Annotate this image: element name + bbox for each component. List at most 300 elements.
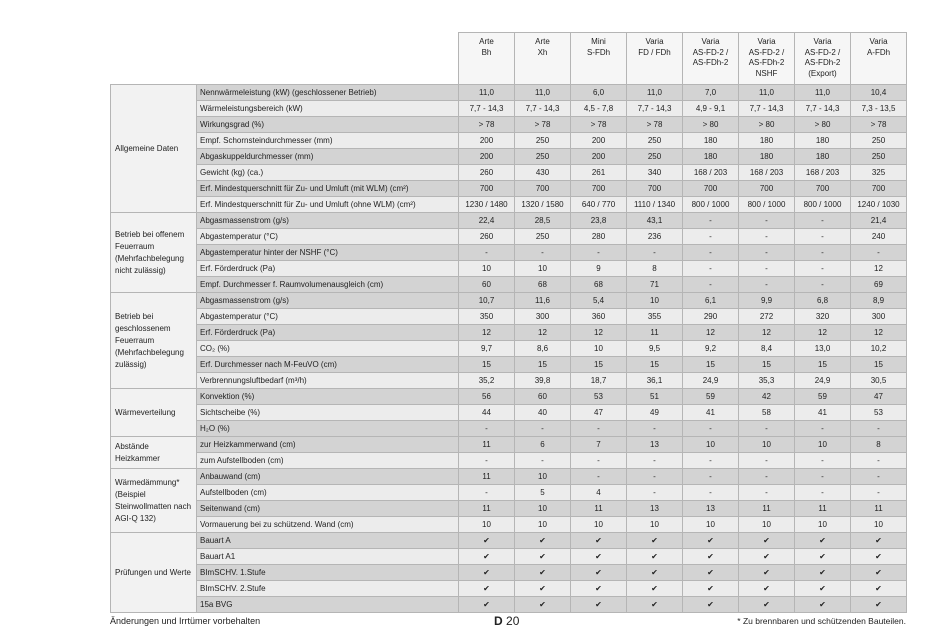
value-cell: - [683, 421, 739, 437]
value-cell: 700 [627, 181, 683, 197]
row-label: Bauart A1 [197, 549, 459, 565]
value-cell: - [739, 261, 795, 277]
column-header: Arte Bh [459, 33, 515, 85]
table-row [111, 373, 907, 389]
table-row [111, 501, 907, 517]
value-cell: - [851, 245, 907, 261]
value-cell: - [571, 245, 627, 261]
value-cell: ✔ [459, 581, 515, 597]
value-cell: ✔ [515, 549, 571, 565]
value-cell: 35,2 [459, 373, 515, 389]
value-cell: 12 [683, 325, 739, 341]
value-cell: 7,7 - 14,3 [459, 101, 515, 117]
value-cell: 41 [795, 405, 851, 421]
value-cell: - [459, 245, 515, 261]
value-cell: - [459, 453, 515, 469]
value-cell: 10 [627, 293, 683, 309]
value-cell: 10,2 [851, 341, 907, 357]
group-label: Prüfungen und Werte [111, 533, 197, 613]
value-cell: - [627, 453, 683, 469]
table-row [111, 533, 907, 549]
value-cell: 1230 / 1480 [459, 197, 515, 213]
row-label: zur Heizkammerwand (cm) [197, 437, 459, 453]
value-cell: ✔ [851, 565, 907, 581]
column-header: Varia FD / FDh [627, 33, 683, 85]
table-row [111, 565, 907, 581]
value-cell: 8,6 [515, 341, 571, 357]
row-label: Vormauerung bei zu schützend. Wand (cm) [197, 517, 459, 533]
value-cell: ✔ [515, 533, 571, 549]
value-cell: 15 [571, 357, 627, 373]
value-cell: 8 [851, 437, 907, 453]
value-cell: 290 [683, 309, 739, 325]
value-cell: 10,7 [459, 293, 515, 309]
value-cell: - [795, 485, 851, 501]
value-cell: 11,0 [739, 85, 795, 101]
value-cell: 12 [851, 261, 907, 277]
value-cell: - [795, 213, 851, 229]
value-cell: 10 [571, 341, 627, 357]
value-cell: - [571, 469, 627, 485]
value-cell: 200 [459, 149, 515, 165]
value-cell: 13 [683, 501, 739, 517]
page-letter: D [494, 614, 503, 628]
value-cell: 9,5 [627, 341, 683, 357]
value-cell: > 78 [515, 117, 571, 133]
row-label: Gewicht (kg) (ca.) [197, 165, 459, 181]
value-cell: 200 [571, 149, 627, 165]
value-cell: 41 [683, 405, 739, 421]
row-label: H₂O (%) [197, 421, 459, 437]
value-cell: 640 / 770 [571, 197, 627, 213]
value-cell: 340 [627, 165, 683, 181]
table-row [111, 389, 907, 405]
value-cell: - [515, 245, 571, 261]
value-cell: 9,9 [739, 293, 795, 309]
table-row [111, 293, 907, 309]
row-label: Konvektion (%) [197, 389, 459, 405]
group-label: Allgemeine Daten [111, 85, 197, 213]
value-cell: 6,8 [795, 293, 851, 309]
row-label: Wärmeleistungsbereich (kW) [197, 101, 459, 117]
value-cell: 24,9 [795, 373, 851, 389]
value-cell: ✔ [571, 581, 627, 597]
row-label: BImSCHV. 1.Stufe [197, 565, 459, 581]
value-cell: - [851, 485, 907, 501]
value-cell: ✔ [851, 597, 907, 613]
table-row [111, 181, 907, 197]
row-label: Seitenwand (cm) [197, 501, 459, 517]
value-cell: 260 [459, 165, 515, 181]
page-number-value: 20 [506, 614, 520, 628]
value-cell: 8,9 [851, 293, 907, 309]
value-cell: 15 [795, 357, 851, 373]
value-cell: ✔ [795, 597, 851, 613]
value-cell: 320 [795, 309, 851, 325]
value-cell: 47 [571, 405, 627, 421]
value-cell: - [795, 245, 851, 261]
value-cell: 325 [851, 165, 907, 181]
value-cell: 21,4 [851, 213, 907, 229]
value-cell: 10 [851, 517, 907, 533]
value-cell: 236 [627, 229, 683, 245]
table-row [111, 325, 907, 341]
value-cell: 56 [459, 389, 515, 405]
value-cell: 13 [627, 437, 683, 453]
value-cell: 200 [459, 133, 515, 149]
value-cell: - [571, 421, 627, 437]
table-body [111, 85, 907, 613]
value-cell: ✔ [683, 597, 739, 613]
row-label: Empf. Durchmesser f. Raumvolumenausgleich (cm) [197, 277, 459, 293]
value-cell: 13,0 [795, 341, 851, 357]
row-label: zum Aufstellboden (cm) [197, 453, 459, 469]
value-cell: ✔ [515, 597, 571, 613]
value-cell: > 78 [571, 117, 627, 133]
value-cell: ✔ [739, 581, 795, 597]
value-cell: ✔ [795, 565, 851, 581]
value-cell: 69 [851, 277, 907, 293]
value-cell: 11 [851, 501, 907, 517]
value-cell: 11,0 [627, 85, 683, 101]
value-cell: 10 [683, 437, 739, 453]
value-cell: 700 [739, 181, 795, 197]
value-cell: ✔ [627, 581, 683, 597]
value-cell: 700 [571, 181, 627, 197]
value-cell: 59 [795, 389, 851, 405]
row-label: CO₂ (%) [197, 341, 459, 357]
value-cell: 4,9 - 9,1 [683, 101, 739, 117]
column-header: Mini S-FDh [571, 33, 627, 85]
value-cell: - [627, 469, 683, 485]
column-header: Arte Xh [515, 33, 571, 85]
row-label: Abgasmassenstrom (g/s) [197, 213, 459, 229]
value-cell: 7,0 [683, 85, 739, 101]
row-label: Erf. Mindestquerschnitt für Zu- und Umluft (ohne WLM) (cm²) [197, 197, 459, 213]
value-cell: 11 [459, 501, 515, 517]
value-cell: 9,7 [459, 341, 515, 357]
value-cell: 300 [851, 309, 907, 325]
table-row [111, 117, 907, 133]
value-cell: 10 [795, 517, 851, 533]
value-cell: 22,4 [459, 213, 515, 229]
value-cell: 250 [627, 133, 683, 149]
value-cell: - [739, 469, 795, 485]
value-cell: 12 [571, 325, 627, 341]
value-cell: 60 [515, 389, 571, 405]
value-cell: ✔ [515, 565, 571, 581]
value-cell: 5,4 [571, 293, 627, 309]
value-cell: ✔ [739, 597, 795, 613]
value-cell: 250 [515, 133, 571, 149]
value-cell: 10 [683, 517, 739, 533]
row-label: BImSCHV. 2.Stufe [197, 581, 459, 597]
value-cell: - [459, 485, 515, 501]
value-cell: 300 [515, 309, 571, 325]
value-cell: - [627, 421, 683, 437]
value-cell: 10 [515, 261, 571, 277]
value-cell: 15 [515, 357, 571, 373]
value-cell: 800 / 1000 [739, 197, 795, 213]
value-cell: 700 [851, 181, 907, 197]
value-cell: 12 [459, 325, 515, 341]
value-cell: ✔ [459, 565, 515, 581]
table-row [111, 517, 907, 533]
value-cell: 240 [851, 229, 907, 245]
value-cell: > 80 [683, 117, 739, 133]
value-cell: - [683, 213, 739, 229]
table-row [111, 469, 907, 485]
value-cell: > 80 [795, 117, 851, 133]
value-cell: - [627, 485, 683, 501]
value-cell: 42 [739, 389, 795, 405]
row-label: Verbrennungsluftbedarf (m³/h) [197, 373, 459, 389]
value-cell: - [739, 421, 795, 437]
value-cell: 11,0 [515, 85, 571, 101]
value-cell: 261 [571, 165, 627, 181]
value-cell: 200 [571, 133, 627, 149]
value-cell: 10 [571, 517, 627, 533]
column-header: Varia A-FDh [851, 33, 907, 85]
value-cell: 68 [515, 277, 571, 293]
value-cell: 6,1 [683, 293, 739, 309]
value-cell: ✔ [459, 533, 515, 549]
value-cell: 8 [627, 261, 683, 277]
value-cell: - [683, 469, 739, 485]
value-cell: 71 [627, 277, 683, 293]
value-cell: 430 [515, 165, 571, 181]
group-label: Abstände Heizkammer [111, 437, 197, 469]
value-cell: 10 [515, 469, 571, 485]
value-cell: ✔ [795, 581, 851, 597]
value-cell: 10 [795, 437, 851, 453]
row-label: Nennwärmeleistung (kW) (geschlossener Betrieb) [197, 85, 459, 101]
value-cell: 5 [515, 485, 571, 501]
value-cell: 7,7 - 14,3 [739, 101, 795, 117]
table-row [111, 549, 907, 565]
value-cell: 11,0 [795, 85, 851, 101]
row-label: Bauart A [197, 533, 459, 549]
value-cell: > 80 [739, 117, 795, 133]
value-cell: - [851, 453, 907, 469]
value-cell: 180 [739, 133, 795, 149]
table-row [111, 357, 907, 373]
value-cell: 11 [571, 501, 627, 517]
row-label: Empf. Schornsteindurchmesser (mm) [197, 133, 459, 149]
value-cell: > 78 [851, 117, 907, 133]
value-cell: 168 / 203 [739, 165, 795, 181]
value-cell: 10 [459, 517, 515, 533]
value-cell: 68 [571, 277, 627, 293]
row-label: 15a BVG [197, 597, 459, 613]
value-cell: 280 [571, 229, 627, 245]
value-cell: - [739, 245, 795, 261]
table-row [111, 85, 907, 101]
table-row [111, 277, 907, 293]
value-cell: ✔ [739, 533, 795, 549]
value-cell: 40 [515, 405, 571, 421]
value-cell: 4 [571, 485, 627, 501]
row-label: Anbauwand (cm) [197, 469, 459, 485]
table-row [111, 309, 907, 325]
value-cell: ✔ [571, 533, 627, 549]
value-cell: 59 [683, 389, 739, 405]
value-cell: - [739, 453, 795, 469]
value-cell: 1320 / 1580 [515, 197, 571, 213]
row-label: Abgaskuppeldurchmesser (mm) [197, 149, 459, 165]
row-label: Abgasmassenstrom (g/s) [197, 293, 459, 309]
value-cell: 800 / 1000 [683, 197, 739, 213]
value-cell: 11 [795, 501, 851, 517]
value-cell: 58 [739, 405, 795, 421]
column-header: Varia AS-FD-2 / AS-FDh-2 NSHF [739, 33, 795, 85]
value-cell: 24,9 [683, 373, 739, 389]
value-cell: 350 [459, 309, 515, 325]
value-cell: 11 [459, 469, 515, 485]
row-label: Aufstellboden (cm) [197, 485, 459, 501]
value-cell: 10 [515, 501, 571, 517]
table-row [111, 405, 907, 421]
value-cell: - [683, 453, 739, 469]
group-label: Betrieb bei offenem Feuerraum (Mehrfachbelegung nicht zulässig) [111, 213, 197, 293]
value-cell: 360 [571, 309, 627, 325]
value-cell: 12 [739, 325, 795, 341]
value-cell: 35,3 [739, 373, 795, 389]
value-cell: 700 [459, 181, 515, 197]
value-cell: ✔ [683, 581, 739, 597]
table-row [111, 581, 907, 597]
value-cell: 44 [459, 405, 515, 421]
table-row [111, 437, 907, 453]
value-cell: 10 [739, 517, 795, 533]
value-cell: 28,5 [515, 213, 571, 229]
value-cell: - [739, 485, 795, 501]
value-cell: 13 [627, 501, 683, 517]
value-cell: 250 [851, 149, 907, 165]
value-cell: 9 [571, 261, 627, 277]
table-row [111, 597, 907, 613]
value-cell: 10 [459, 261, 515, 277]
value-cell: 8,4 [739, 341, 795, 357]
column-header-row [111, 33, 907, 85]
value-cell: ✔ [459, 549, 515, 565]
value-cell: 180 [683, 149, 739, 165]
value-cell: ✔ [795, 533, 851, 549]
value-cell: 39,8 [515, 373, 571, 389]
group-label: Wärmeverteilung [111, 389, 197, 437]
value-cell: - [683, 229, 739, 245]
table-row [111, 245, 907, 261]
value-cell: - [515, 453, 571, 469]
row-label: Abgastemperatur (°C) [197, 229, 459, 245]
table-row [111, 149, 907, 165]
page-number [494, 614, 519, 628]
table-row [111, 453, 907, 469]
table-row [111, 229, 907, 245]
table-row [111, 213, 907, 229]
value-cell: 10 [739, 437, 795, 453]
value-cell: ✔ [571, 597, 627, 613]
row-label: Erf. Förderdruck (Pa) [197, 261, 459, 277]
value-cell: - [627, 245, 683, 261]
value-cell: 168 / 203 [683, 165, 739, 181]
value-cell: 260 [459, 229, 515, 245]
table-row [111, 133, 907, 149]
value-cell: - [851, 421, 907, 437]
value-cell: ✔ [683, 565, 739, 581]
value-cell: 15 [851, 357, 907, 373]
value-cell: 250 [515, 149, 571, 165]
value-cell: ✔ [683, 533, 739, 549]
value-cell: 53 [571, 389, 627, 405]
value-cell: 355 [627, 309, 683, 325]
value-cell: ✔ [571, 565, 627, 581]
value-cell: 7,7 - 14,3 [515, 101, 571, 117]
value-cell: - [459, 421, 515, 437]
value-cell: ✔ [515, 581, 571, 597]
value-cell: 23,8 [571, 213, 627, 229]
value-cell: 11,0 [459, 85, 515, 101]
value-cell: 168 / 203 [795, 165, 851, 181]
value-cell: 10,4 [851, 85, 907, 101]
value-cell: - [515, 421, 571, 437]
value-cell: 250 [515, 229, 571, 245]
value-cell: ✔ [627, 565, 683, 581]
value-cell: 272 [739, 309, 795, 325]
value-cell: 7,3 - 13,5 [851, 101, 907, 117]
value-cell: ✔ [459, 597, 515, 613]
value-cell: 700 [683, 181, 739, 197]
value-cell: 180 [795, 149, 851, 165]
value-cell: 53 [851, 405, 907, 421]
value-cell: ✔ [851, 549, 907, 565]
value-cell: ✔ [627, 597, 683, 613]
row-label: Wirkungsgrad (%) [197, 117, 459, 133]
value-cell: ✔ [739, 565, 795, 581]
disclaimer-text: Änderungen und Irrtümer vorbehalten [110, 616, 261, 626]
value-cell: 250 [627, 149, 683, 165]
value-cell: ✔ [851, 533, 907, 549]
table-row [111, 101, 907, 117]
value-cell: 700 [515, 181, 571, 197]
value-cell: 12 [851, 325, 907, 341]
value-cell: 800 / 1000 [795, 197, 851, 213]
value-cell: 36,1 [627, 373, 683, 389]
value-cell: - [795, 469, 851, 485]
value-cell: 30,5 [851, 373, 907, 389]
value-cell: 7,7 - 14,3 [627, 101, 683, 117]
value-cell: 180 [683, 133, 739, 149]
value-cell: 15 [627, 357, 683, 373]
technical-data-table [110, 32, 907, 613]
value-cell: - [683, 245, 739, 261]
value-cell: > 78 [459, 117, 515, 133]
value-cell: 7 [571, 437, 627, 453]
value-cell: 1110 / 1340 [627, 197, 683, 213]
value-cell: 15 [459, 357, 515, 373]
value-cell: > 78 [627, 117, 683, 133]
value-cell: 60 [459, 277, 515, 293]
value-cell: - [683, 485, 739, 501]
value-cell: 1240 / 1030 [851, 197, 907, 213]
value-cell: ✔ [795, 549, 851, 565]
value-cell: - [739, 277, 795, 293]
value-cell: 51 [627, 389, 683, 405]
value-cell: 11 [459, 437, 515, 453]
value-cell: 15 [739, 357, 795, 373]
value-cell: 11,6 [515, 293, 571, 309]
value-cell: - [571, 453, 627, 469]
